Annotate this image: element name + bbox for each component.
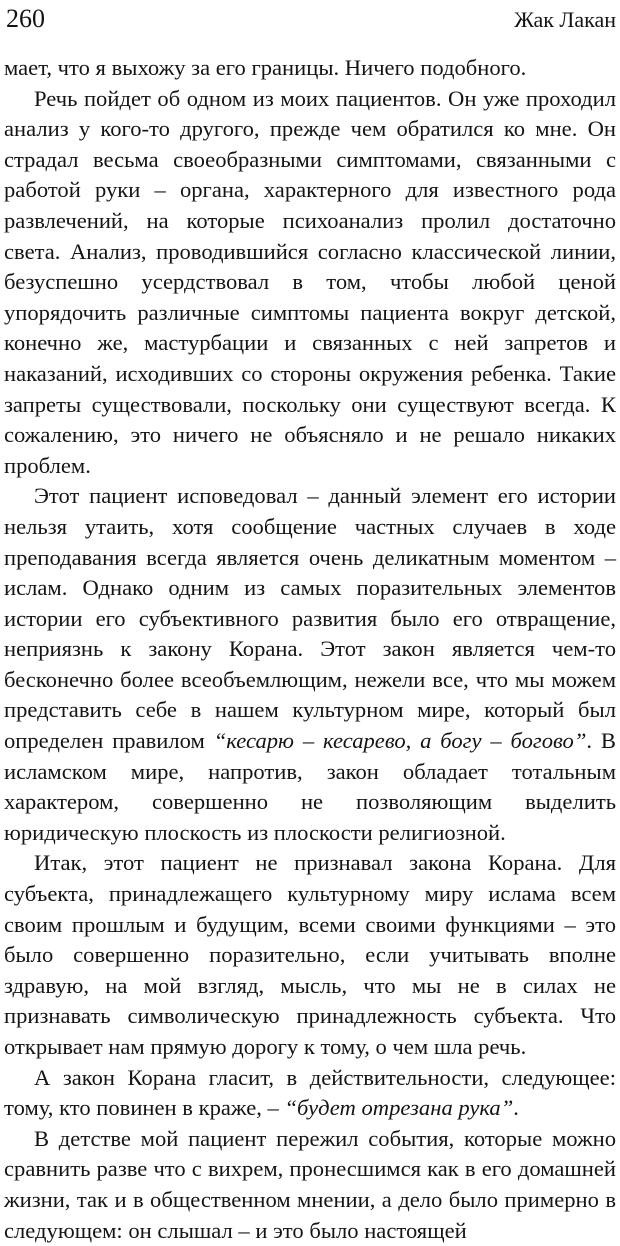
page-number: 260: [6, 4, 45, 33]
page-header: [0, 0, 620, 40]
paragraph-text: Этот пациент исповедовал – данный элемент его истории нельзя утаить, хотя сообщение частных случаев в ходе преподавания всегда является очень деликатным моментом – ислам. Однако одним из самых поразительных элементов истории его субъективного развития было его отвращение, неприязнь к закону Корана. Этот закон является чем-то бесконечно более всеобъемлющим, нежели все, что мы можем представить себе в нашем культурном мире, который был определен правилом: [4, 483, 616, 754]
italic-quote: “кесарю – кесарево, а богу – богово”: [213, 728, 587, 754]
paragraph-text: .: [513, 1095, 519, 1121]
paragraph: В детстве мой пациент пережил события, которые можно сравнить разве что с вихрем, пронесшимся как в его домашней жизни, так и в общественном мнении, а дело было примерно в следующем: он слышал – и это было настоящей: [4, 1125, 616, 1243]
paragraph-text: А закон Корана гласит, в действительности, следующее: тому, кто повинен в краже, –: [4, 1064, 616, 1121]
paragraph: Итак, этот пациент не признавал закона Корана. Для субъекта, принадлежащего культурному миру ислама всем своим прошлым и будущим, всеми своими функциями – это было совершенно поразительно, если учитывать вполне здравую, на мой взгляд, мысль, что мы не в силах не признавать символическую принадлежность субъекта. Что открывает нам прямую дорогу к тому, о чем шла речь.: [4, 850, 616, 1059]
paragraph: [4, 1063, 616, 1124]
italic-quote: “будет отрезана рука”: [284, 1095, 514, 1121]
body-text: [4, 53, 616, 1246]
paragraph: Речь пойдет об одном из моих пациентов. Он уже проходил анализ у кого-то другого, прежде чем обратился ко мне. Он страдал весьма своеобразными симптомами, связанными с работой руки – органа, характерного для известного рода развлечений, на которые психоанализ пролил достаточно света. Анализ, проводившийся согласно классической линии, безуспешно усердствовал в том, чтобы любой ценой упорядочить различные симптомы пациента вокруг детской, конечно же, мастурбации и связанных с ней запретов и наказаний, исходивших со стороны окружения ребенка. Такие запреты существовали, поскольку они существуют всегда. К сожалению, это ничего не объясняло и не решало никаких проблем.: [4, 85, 616, 478]
paragraph-text: . В исламском мире, напротив, закон обладает тотальным характером, совершенно не позволяющим выделить юридическую плоскость из плоскости религиозной.: [4, 728, 616, 845]
running-head: Жак Лакан: [514, 7, 616, 32]
paragraph-continued: мает, что я выхожу за его границы. Ничего подобного.: [4, 55, 527, 80]
paragraph: [4, 481, 616, 848]
